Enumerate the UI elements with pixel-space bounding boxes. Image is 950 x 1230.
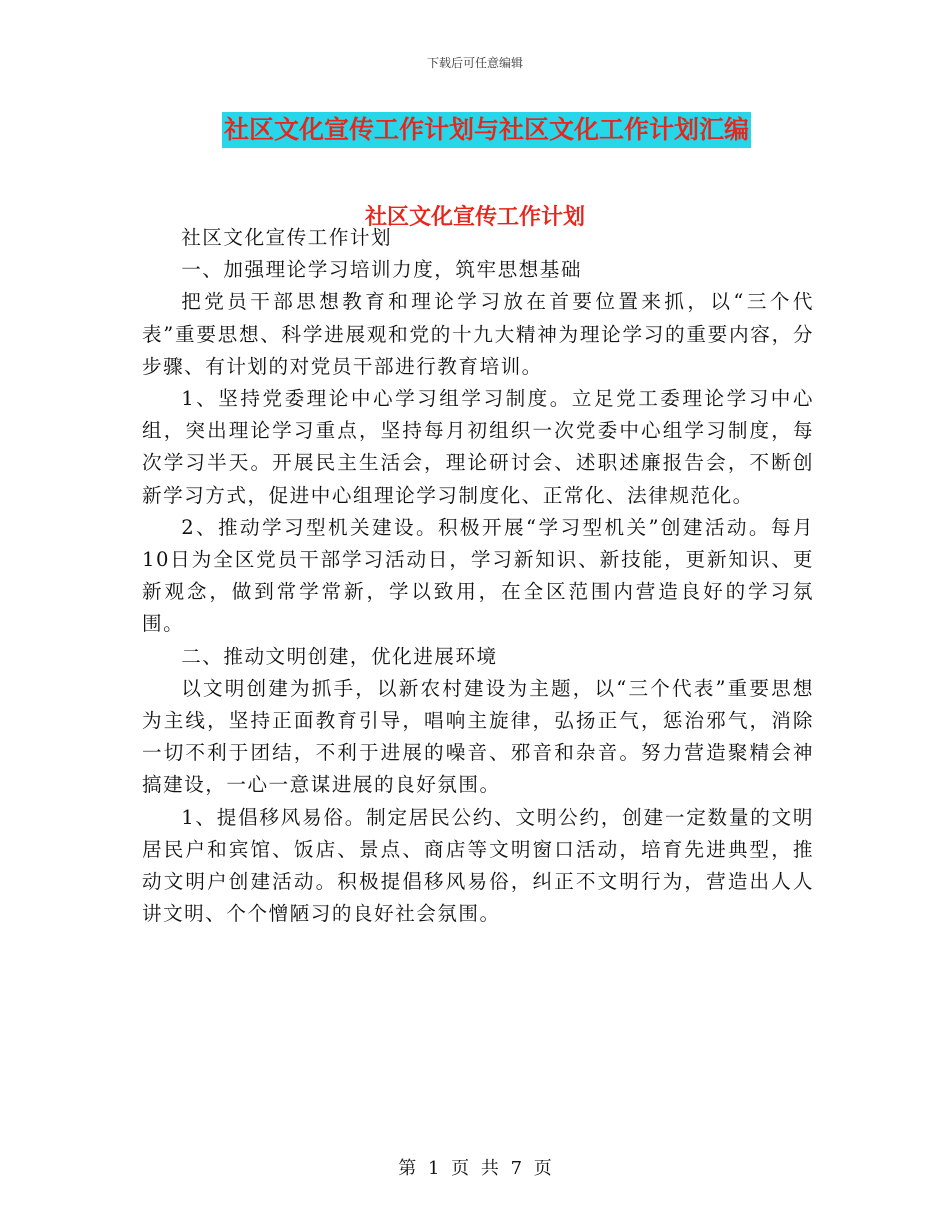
paragraph: 1、坚持党委理论中心学习组学习制度。立足党工委理论学习中心组，突出理论学习重点，坚持每月初组织一次党委中心组学习制度，每次学习半天。开展民主生活会，理论研讨会、述职述廉报告会，不断创新学习方式，促进中心组理论学习制度化、正常化、法律规范化。	[142, 387, 814, 507]
paragraph: 社区文化宣传工作计划	[181, 226, 393, 249]
section-title: 社区文化宣传工作计划	[364, 205, 585, 230]
paragraph: 把党员干部思想教育和理论学习放在首要位置来抓，以“三个代表”重要思想、科学进展观和党的十九大精神为理论学习的重要内容，分步骤、有计划的对党员干部进行教育培训。	[142, 290, 814, 378]
paragraph: 1、提倡移风易俗。制定居民公约、文明公约，创建一定数量的文明居民户和宾馆、饭店、景点、商店等文明窗口活动，培育先进典型，推动文明户创建活动。积极提倡移风易俗，纠正不文明行为，营造出人人讲文明、个个憎陋习的良好社会氛围。	[142, 805, 814, 926]
document-body	[142, 222, 814, 930]
header-note: 下载后可任意编辑	[426, 56, 523, 70]
paragraph: 2、推动学习型机关建设。积极开展“学习型机关”创建活动。每月10日为全区党员干部学习活动日，学习新知识、新技能，更新知识、更新观念，做到常学常新，学以致用，在全区范围内营造良好的学习氛围。	[142, 515, 814, 636]
document-main-title: 社区文化宣传工作计划与社区文化工作计划汇编	[222, 112, 751, 148]
paragraph: 二、推动文明创建，优化进展环境	[181, 644, 498, 668]
page-number-footer: 第 1 页 共 7 页	[398, 1158, 552, 1179]
paragraph: 一、加强理论学习培训力度，筑牢思想基础	[181, 258, 582, 282]
paragraph: 以文明创建为抓手，以新农村建设为主题，以“三个代表”重要思想为主线，坚持正面教育引导，唱响主旋律，弘扬正气，惩治邪气，消除一切不利于团结，不利于进展的噪音、邪音和杂音。努力营造聚精会神搞建设，一心一意谋进展的良好氛围。	[142, 676, 814, 797]
